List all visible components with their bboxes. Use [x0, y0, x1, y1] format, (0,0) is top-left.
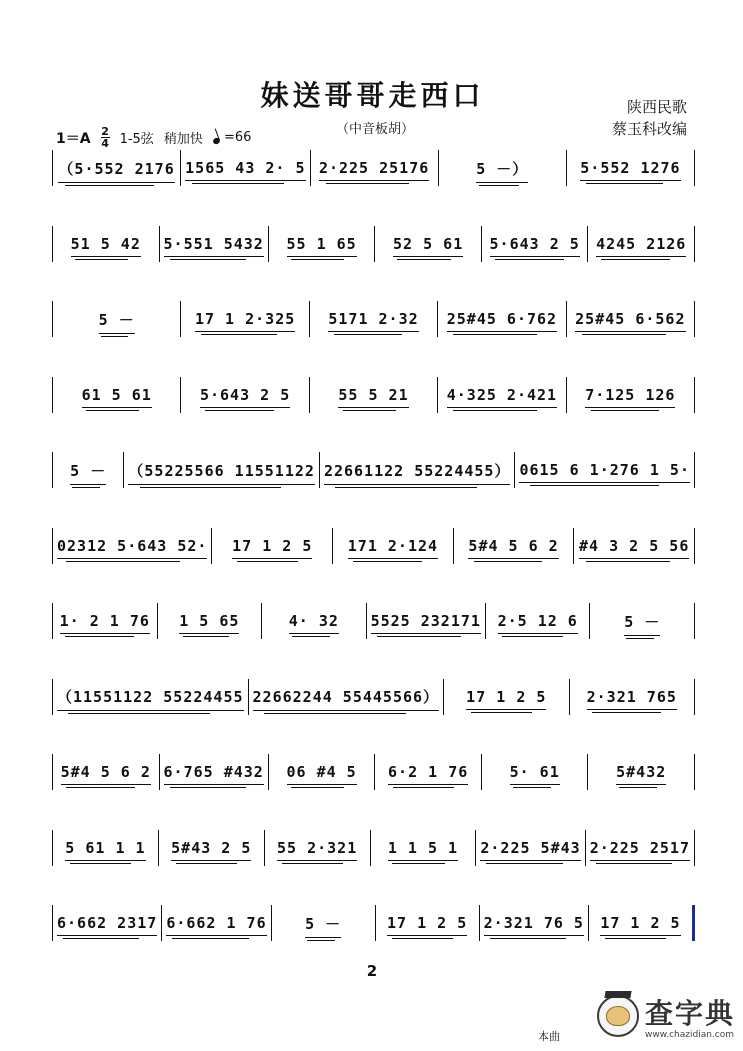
measure — [567, 150, 695, 186]
measure — [375, 754, 482, 790]
measure — [486, 603, 591, 639]
measure — [160, 754, 269, 790]
graduate-face-icon — [597, 995, 639, 1037]
measure — [371, 830, 477, 866]
measure — [590, 603, 695, 639]
measure-notes: 02312 5·643 52· — [57, 536, 208, 555]
measure-notes: 17 1 2 5 — [232, 536, 313, 555]
measure — [333, 528, 454, 564]
measure-notes: 6·2 1 76 — [388, 763, 469, 781]
measure-notes: 1 1 5 1 — [387, 838, 459, 857]
measure-notes: 52 5 61 — [393, 234, 464, 253]
measure — [265, 830, 371, 866]
notation-system — [52, 905, 695, 941]
measure-notes: 5171 2·32 — [328, 310, 419, 328]
string-tuning: 1-5弦 — [119, 132, 154, 147]
measure — [53, 754, 160, 790]
measure — [262, 603, 367, 639]
measure-notes: 4·325 2·421 — [446, 385, 558, 404]
measure — [482, 754, 589, 790]
time-signature-top: 2 — [101, 125, 109, 138]
song-title: 妹送哥哥走西口 — [260, 79, 485, 112]
measure — [444, 679, 569, 715]
time-signature-bottom: 4 — [101, 137, 109, 150]
key-signature-line — [56, 126, 251, 149]
measure-notes: 4245 2126 — [596, 234, 687, 253]
measure-notes: 0615 6 1·276 1 5· — [519, 461, 690, 479]
measure-notes: 5·551 5432 — [163, 234, 264, 253]
measure — [438, 301, 566, 337]
measure — [574, 528, 695, 564]
measure-notes: 5#43 2 5 — [171, 838, 252, 857]
origin-credit: 陕西民歌 — [626, 98, 687, 116]
measure — [53, 603, 158, 639]
page-number: 2 — [366, 962, 378, 980]
measure — [439, 150, 567, 186]
measure-notes: 25#45 6·562 — [575, 310, 686, 328]
quarter-note-icon — [212, 137, 221, 145]
measure — [53, 226, 160, 262]
measure-notes: 1565 43 2· 5 — [185, 159, 306, 177]
measure-notes: 2·321 765 — [586, 687, 677, 706]
measure-notes: 6·662 1 76 — [166, 914, 267, 932]
measure — [160, 226, 269, 262]
measure — [320, 452, 516, 488]
measure — [589, 905, 695, 941]
measure-notes: 5·643 2 5 — [199, 385, 291, 404]
measure — [181, 150, 310, 186]
measure-notes: 51 5 42 — [70, 234, 141, 253]
notation-system — [52, 754, 695, 790]
measure — [53, 301, 181, 337]
measure — [53, 150, 181, 186]
measure — [53, 679, 249, 715]
measure-notes: 5525 232171 — [370, 612, 481, 630]
measure-notes: 6·662 2317 — [57, 914, 158, 932]
measure-notes: 5 －） — [476, 159, 529, 178]
measure — [567, 377, 695, 413]
measure-notes: 17 1 2 5 — [600, 914, 681, 932]
measure-notes: 55 2·321 — [276, 838, 358, 857]
tempo-word: 稍加快 — [163, 132, 203, 147]
measure — [269, 754, 376, 790]
measure-notes: 5#4 5 6 2 — [468, 536, 559, 555]
measure-notes: 171 2·124 — [347, 536, 439, 555]
measure-notes: 22662244 55445566） — [252, 688, 440, 706]
notation-systems — [52, 150, 695, 981]
measure — [310, 377, 438, 413]
measure-notes: 61 5 61 — [81, 385, 152, 404]
measure-notes: 2·225 2517 — [589, 838, 690, 857]
notation-system — [52, 301, 695, 337]
measure — [454, 528, 575, 564]
notation-system — [52, 150, 695, 186]
tempo-value: =66 — [223, 130, 252, 145]
measure — [310, 301, 438, 337]
measure-notes: 7·125 126 — [585, 385, 676, 404]
measure-notes: 6·765 #432 — [163, 763, 264, 781]
measure-notes: 4· 32 — [288, 612, 339, 630]
notation-system — [52, 603, 695, 639]
watermark-url: www.chazidian.com — [644, 1030, 735, 1040]
measure — [438, 377, 566, 413]
watermark-partial-text: 本曲 — [538, 1030, 560, 1043]
measure-notes: 55 5 21 — [338, 385, 409, 404]
measure-notes: 22661122 55224455） — [323, 461, 511, 480]
measure-notes: 55 1 65 — [286, 234, 357, 253]
measure-notes: 2·5 12 6 — [497, 612, 578, 630]
measure-notes: 2·321 76 5 — [483, 914, 584, 932]
measure — [158, 603, 263, 639]
measure-notes: 5 － — [98, 310, 135, 329]
measure — [53, 377, 181, 413]
measure — [53, 452, 124, 488]
measure-notes: 17 1 2 5 — [466, 687, 547, 706]
measure — [367, 603, 486, 639]
measure — [181, 377, 309, 413]
measure — [570, 679, 695, 715]
notation-system — [52, 226, 695, 262]
measure-notes: 5 － — [305, 914, 342, 933]
measure-notes: 5· 61 — [509, 763, 560, 781]
tempo-mark — [213, 130, 252, 145]
measure-notes: 1 5 65 — [179, 612, 240, 630]
measure-notes: 5 － — [70, 461, 107, 480]
measure — [162, 905, 271, 941]
notation-system — [52, 377, 695, 413]
measure — [567, 301, 695, 337]
notation-system — [52, 528, 695, 564]
measure — [588, 226, 695, 262]
key-signature: 1＝A — [56, 130, 91, 147]
measure — [212, 528, 333, 564]
measure-notes: 2·225 5#43 — [480, 838, 581, 857]
measure-notes: 17 1 2·325 — [194, 310, 296, 328]
measure — [311, 150, 439, 186]
measure — [53, 905, 162, 941]
measure-notes: 5#4 5 6 2 — [60, 763, 151, 781]
measure-notes: 1· 2 1 76 — [59, 612, 150, 630]
watermark-name: 查字典 — [644, 997, 735, 1030]
measure — [272, 905, 376, 941]
arranger-credit: 蔡玉科改编 — [611, 120, 687, 138]
measure-notes: （11551122 55224455 — [57, 688, 244, 706]
measure-notes: 5·643 2 5 — [489, 234, 580, 253]
measure-notes: 2·225 25176 — [318, 159, 430, 177]
measure — [124, 452, 320, 488]
measure-notes: 06 #4 5 — [286, 763, 357, 781]
measure-notes: #4 3 2 5 56 — [579, 536, 690, 555]
notation-system — [52, 830, 695, 866]
measure-notes: 25#45 6·762 — [446, 310, 558, 328]
measure-notes: 5 61 1 1 — [65, 838, 146, 857]
measure — [515, 452, 695, 488]
measure — [375, 226, 482, 262]
measure — [586, 830, 695, 866]
notation-system — [52, 679, 695, 715]
measure — [249, 679, 445, 715]
measure-notes: 5#432 — [616, 763, 667, 781]
measure-notes: 5 － — [624, 612, 661, 631]
measure-notes: 5·552 1276 — [580, 159, 681, 177]
measure — [476, 830, 585, 866]
measure — [181, 301, 309, 337]
measure — [588, 754, 695, 790]
measure — [159, 830, 265, 866]
site-watermark — [597, 992, 735, 1040]
time-signature — [101, 126, 110, 149]
measure — [53, 830, 159, 866]
notation-system — [52, 452, 695, 488]
measure — [269, 226, 376, 262]
measure-notes: （55225566 11551122 — [128, 461, 315, 480]
measure — [53, 528, 212, 564]
measure — [480, 905, 589, 941]
measure — [376, 905, 480, 941]
measure-notes: 17 1 2 5 — [387, 914, 468, 932]
measure — [482, 226, 589, 262]
measure-notes: （5·552 2176 — [58, 159, 175, 178]
instrument-subtitle: （中音板胡） — [335, 122, 414, 137]
